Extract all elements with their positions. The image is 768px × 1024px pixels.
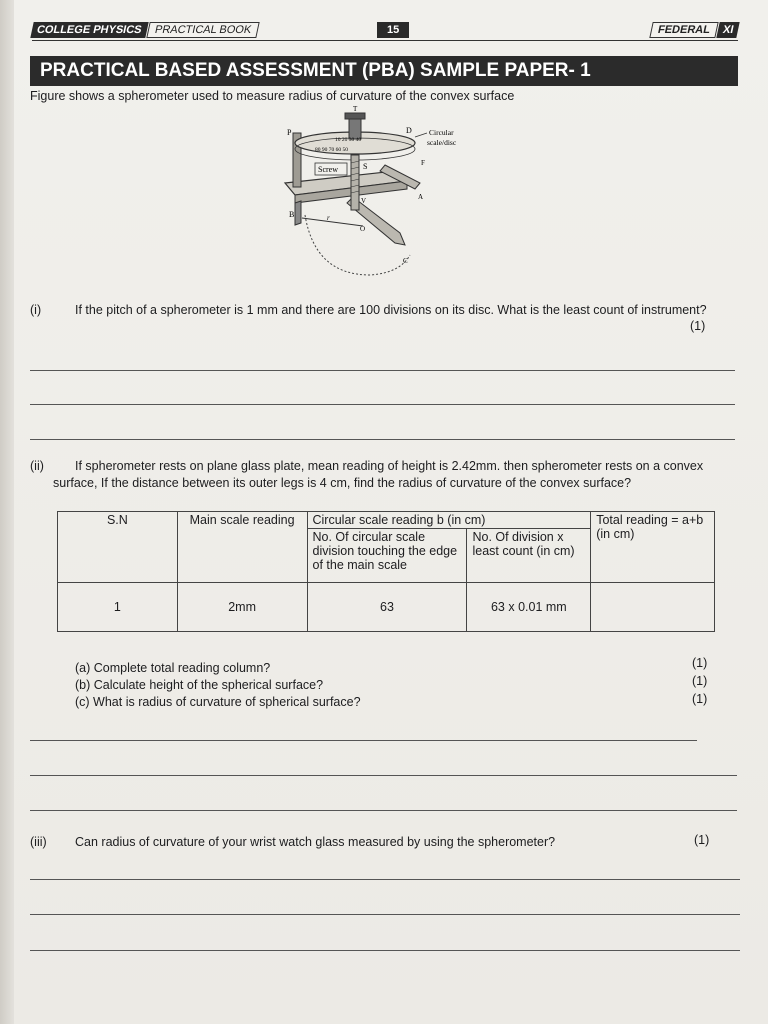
book-spine-edge xyxy=(0,0,14,1024)
book-title-right: PRACTICAL BOOK xyxy=(146,22,260,38)
book-title-tag xyxy=(32,22,258,38)
header-main-scale: Main scale reading xyxy=(177,512,307,583)
answer-line[interactable] xyxy=(30,439,735,440)
question-1-number: (i) xyxy=(30,303,42,317)
curvature-dotted-arc xyxy=(305,215,410,275)
disc-ticks-top: 10 20 30 40 xyxy=(335,137,362,143)
label-a: A xyxy=(418,193,424,201)
header-total-reading: Total reading = a+b (in cm) xyxy=(591,512,715,583)
board-tag xyxy=(650,22,738,38)
table-row xyxy=(58,583,715,632)
question-3-marks: (1) xyxy=(694,833,710,847)
question-1-marks: (1) xyxy=(690,319,706,333)
question-3 xyxy=(30,834,740,852)
board-name: FEDERAL xyxy=(649,22,718,38)
label-o: O xyxy=(360,225,366,233)
spherometer-figure xyxy=(275,105,495,290)
header-divider xyxy=(32,40,738,41)
header-divisions-x-lc: No. Of division x least count (in cm) xyxy=(467,529,591,583)
top-knob xyxy=(349,117,361,139)
radius-line xyxy=(302,218,363,226)
header-sn: S.N xyxy=(58,512,178,583)
question-2 xyxy=(30,458,740,510)
answer-line[interactable] xyxy=(30,740,697,741)
header-circular-scale: Circular scale reading b (in cm) xyxy=(307,512,591,529)
question-3-number: (iii) xyxy=(30,835,47,849)
subquestion-c: (c) What is radius of curvature of spherical surface? xyxy=(75,695,361,709)
grade-label: XI xyxy=(716,22,740,38)
label-c: C xyxy=(403,257,408,265)
answer-line[interactable] xyxy=(30,914,740,915)
cell-total-reading[interactable] xyxy=(591,583,715,632)
disc-pointer-line xyxy=(415,133,427,137)
label-v: V xyxy=(361,197,367,205)
book-title-left: COLLEGE PHYSICS xyxy=(30,22,148,38)
header-circular-divisions: No. Of circular scale division touching the edge of the main scale xyxy=(307,529,467,583)
knob-cap xyxy=(345,113,365,119)
subquestion-a: (a) Complete total reading column? xyxy=(75,661,271,675)
intro-text: Figure shows a spherometer used to measure radius of curvature of the convex surface xyxy=(30,89,515,103)
cell-divisions-x-lc: 63 x 0.01 mm xyxy=(467,583,591,632)
page-number: 15 xyxy=(377,22,409,38)
leg-b xyxy=(295,201,301,225)
readings-table xyxy=(57,511,715,632)
subquestion-a-marks: (1) xyxy=(692,656,708,670)
answer-line[interactable] xyxy=(30,879,740,880)
label-d: D xyxy=(406,126,412,135)
label-t: T xyxy=(353,105,358,113)
label-r: r xyxy=(327,214,330,222)
paper-title: PRACTICAL BASED ASSESSMENT (PBA) SAMPLE PAPER- 1 xyxy=(30,56,738,86)
answer-line[interactable] xyxy=(30,404,735,405)
label-f: F xyxy=(421,159,425,167)
label-p: P xyxy=(287,128,292,137)
disc-ticks-bottom: 80 90 70 60 50 xyxy=(315,147,348,153)
label-b: B xyxy=(289,210,295,219)
question-3-text: Can radius of curvature of your wrist watch glass measured by using the spherometer? xyxy=(75,835,556,849)
question-1 xyxy=(30,302,740,338)
question-2-number: (ii) xyxy=(30,459,44,473)
answer-line[interactable] xyxy=(30,775,737,776)
label-s: S xyxy=(363,162,368,171)
label-circular: Circular xyxy=(429,128,454,137)
question-1-text: If the pitch of a spherometer is 1 mm and there are 100 divisions on its disc. What is the least count of instrument? xyxy=(75,303,707,317)
cell-circular-divisions: 63 xyxy=(307,583,467,632)
answer-line[interactable] xyxy=(30,810,737,811)
question-2-text: If spherometer rests on plane glass plate, mean reading of height is 2.42mm. then spherometer rests on a convex surface, If the distance between its outer legs is 4 cm, find the radius of curvature of the convex surface? xyxy=(53,459,704,490)
answer-line[interactable] xyxy=(30,950,740,951)
screw-shaft xyxy=(351,155,359,210)
cell-sn: 1 xyxy=(58,583,178,632)
answer-line[interactable] xyxy=(30,370,735,371)
subquestion-c-marks: (1) xyxy=(692,692,708,706)
page-header xyxy=(32,20,738,42)
subquestion-b: (b) Calculate height of the spherical surface? xyxy=(75,678,324,692)
subquestion-b-marks: (1) xyxy=(692,674,708,688)
cell-main-scale: 2mm xyxy=(177,583,307,632)
label-screw: Screw xyxy=(318,165,338,174)
label-scale-disc: scale/disc xyxy=(427,138,457,147)
